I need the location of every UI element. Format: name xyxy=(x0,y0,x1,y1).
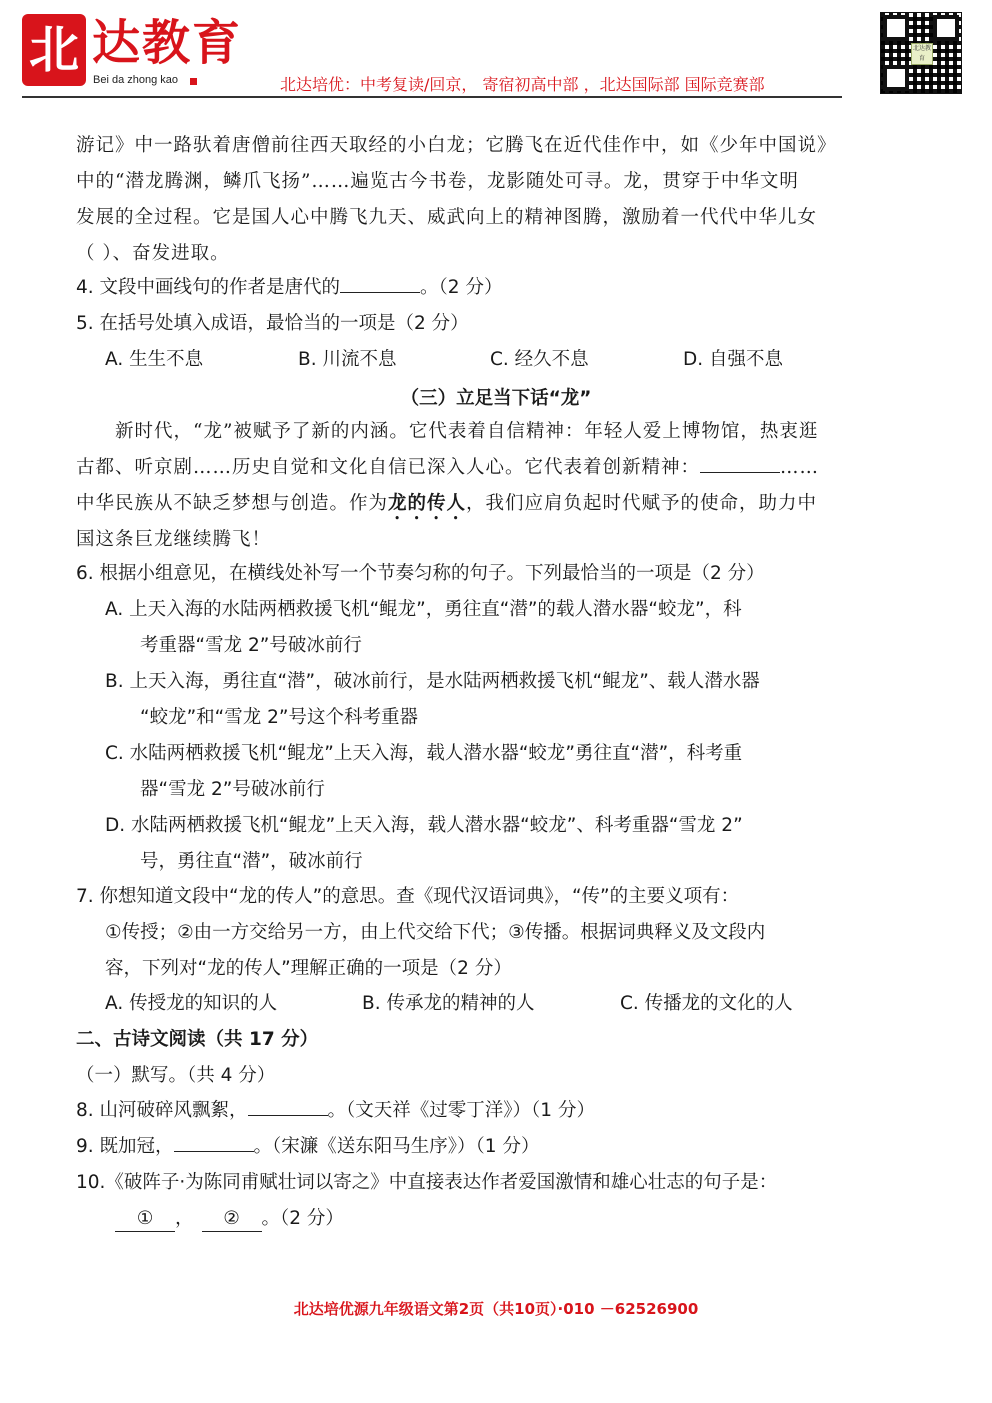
q7-option-b[interactable]: B. 传承龙的精神的人 xyxy=(362,993,535,1014)
q5-option-d[interactable]: D. 自强不息 xyxy=(683,349,784,370)
para2-line2: 中的“潜龙腾渊，鳞爪飞扬”……遍览古今书卷，龙影随处可寻。龙，贯穿于中华文明 xyxy=(76,171,799,192)
question-8 xyxy=(76,1099,595,1123)
logo-badge: 北 xyxy=(22,14,86,86)
question-7-line2: ①传授；②由一方交给另一方，由上代交给下代；③传播。根据词典释义及文段内 xyxy=(105,922,766,943)
question-5-stem: 5. 在括号处填入成语，最恰当的一项是（2 分） xyxy=(76,313,469,334)
question-8-text: 8. 山河破碎风飘絮， xyxy=(76,1100,248,1121)
question-7-line3: 容，下列对“龙的传人”理解正确的一项是（2 分） xyxy=(105,958,512,979)
header-tagline: 北达培优：中考复读/回京， 寄宿初高中部 ，北达国际部 国际竞赛部 xyxy=(280,75,765,94)
question-10-stem: 10.《破阵子·为陈同甫赋壮词以寄之》中直接表达作者爱国激情和雄心壮志的句子是： xyxy=(76,1172,778,1193)
logo-name: 达教育 xyxy=(92,15,243,71)
question-4 xyxy=(76,276,502,300)
part-2-subtitle: （一）默写。（共 4 分） xyxy=(76,1065,276,1086)
question-9-text: 9. 既加冠， xyxy=(76,1136,174,1157)
header-divider xyxy=(22,96,842,98)
q6-option-c[interactable]: C. 水陆两栖救援飞机“鲲龙”上天入海，载人潜水器“蛟龙”勇往直“潜”，科考重 xyxy=(105,743,743,764)
qr-code-icon xyxy=(880,12,962,94)
q7-option-a[interactable]: A. 传授龙的知识的人 xyxy=(105,993,278,1014)
answer-blank-1[interactable]: ① xyxy=(115,1207,175,1232)
para3-line3 xyxy=(76,492,817,524)
answer-blank-2[interactable]: ② xyxy=(202,1207,262,1232)
q5-option-b[interactable]: B. 川流不息 xyxy=(298,349,397,370)
para3-line2-text: 古都、听京剧……历史自觉和文化自信已深入人心。它代表着创新精神： xyxy=(76,457,701,478)
answer-blank[interactable] xyxy=(340,292,420,293)
fill-blank-line[interactable] xyxy=(700,472,780,473)
question-9 xyxy=(76,1135,539,1159)
qr-center-logo: 北达教育 xyxy=(911,43,933,65)
part-2-title: 二、古诗文阅读（共 17 分） xyxy=(76,1029,319,1050)
para2-line4: （ ）、奋发进取。 xyxy=(76,243,230,264)
para3-line3-rest: ，我们应肩负起时代赋予的使命，助力中 xyxy=(466,493,818,514)
para3-line1: 新时代，“龙”被赋予了新的内涵。它代表着自信精神：年轻人爱上博物馆，热衷逛 xyxy=(115,421,819,442)
q6-option-c-cont: 器“雪龙 2”号破冰前行 xyxy=(140,779,325,800)
separator: ， xyxy=(175,1208,194,1229)
q6-option-a[interactable]: A. 上天入海的水陆两栖救援飞机“鲲龙”，勇往直“潜”的载人潜水器“蛟龙”，科 xyxy=(105,599,742,620)
para3-line3-text: 中华民族从不缺乏梦想与创造。作为 xyxy=(76,493,389,514)
para3-line4: 国这条巨龙继续腾飞！ xyxy=(76,529,272,550)
q5-option-a[interactable]: A. 生生不息 xyxy=(105,349,204,370)
question-4-score: 。（2 分） xyxy=(420,277,503,298)
para2-line3: 发展的全过程。它是国人心中腾飞九天、威武向上的精神图腾，激励着一代代中华儿女 xyxy=(76,207,818,228)
question-8-source: 。（文天祥《过零丁洋》）（1 分） xyxy=(327,1100,595,1121)
q6-option-b-cont: “蛟龙”和“雪龙 2”号这个科考重器 xyxy=(140,707,418,728)
para3-line2 xyxy=(76,456,819,480)
q6-option-d-cont: 号，勇往直“潜”，破冰前行 xyxy=(140,851,363,872)
page-footer: 北达培优源九年级语文第2页（共10页）·010 －62526900 xyxy=(293,1300,699,1318)
q7-option-c[interactable]: C. 传播龙的文化的人 xyxy=(620,993,793,1014)
q6-option-d[interactable]: D. 水陆两栖救援飞机“鲲龙”上天入海，载人潜水器“蛟龙”、科考重器“雪龙 2” xyxy=(105,815,743,836)
ellipsis: …… xyxy=(780,457,820,478)
question-6-stem: 6. 根据小组意见，在横线处补写一个节奏匀称的句子。下列最恰当的一项是（2 分） xyxy=(76,563,765,584)
question-9-source: 。（宋濂《送东阳马生序》）（1 分） xyxy=(253,1136,540,1157)
section-title: （三）立足当下话“龙” xyxy=(400,388,592,409)
logo-pinyin: Bei da zhong kao xyxy=(93,74,179,86)
q6-option-a-cont: 考重器“雪龙 2”号破冰前行 xyxy=(140,635,362,656)
q5-option-c[interactable]: C. 经久不息 xyxy=(490,349,589,370)
question-10-answers xyxy=(115,1207,344,1232)
question-4-text: 4. 文段中画线句的作者是唐代的 xyxy=(76,277,341,298)
emphasized-phrase: 龙的传人 xyxy=(388,493,467,514)
para2-line1: 游记》中一路驮着唐僧前往西天取经的小白龙；它腾飞在近代佳作中，如《少年中国说》 xyxy=(76,135,837,156)
q6-option-b[interactable]: B. 上天入海，勇往直“潜”，破冰前行，是水陆两栖救援飞机“鲲龙”、载人潜水器 xyxy=(105,671,760,692)
answer-blank[interactable] xyxy=(174,1151,254,1152)
question-7-line1: 7. 你想知道文段中“龙的传人”的意思。查《现代汉语词典》，“传”的主要义项有： xyxy=(76,886,740,907)
answer-blank[interactable] xyxy=(248,1115,328,1116)
question-10-score: 。（2 分） xyxy=(261,1208,344,1229)
logo-dot xyxy=(190,78,197,85)
